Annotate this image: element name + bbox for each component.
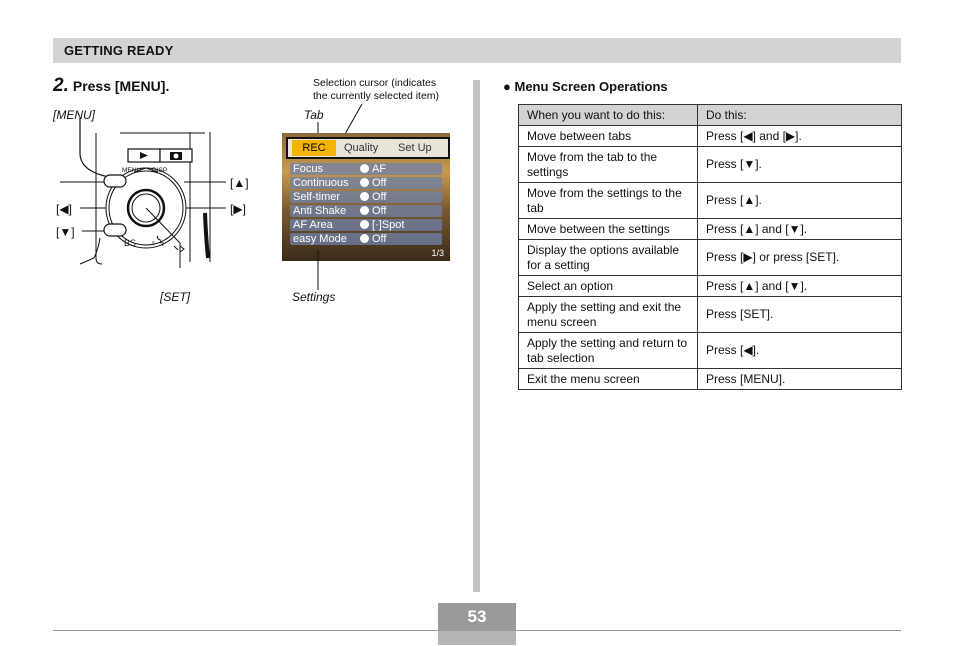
right-key-label: [▶] [230, 202, 246, 216]
step-heading [53, 75, 169, 97]
table-row: Select an option Press [▲] and [▼]. [519, 276, 902, 297]
step-text: Press [MENU]. [72, 78, 170, 94]
menu-item: Continuous Off [290, 177, 442, 189]
page-number: 53 [438, 603, 516, 631]
arrow-icon [360, 164, 369, 173]
page-number-stripe [438, 631, 516, 645]
up-key-label: [▲] [230, 176, 249, 190]
menu-item: Self-timer Off [290, 191, 442, 203]
cursor-note-line2: the currently selected item) [313, 90, 440, 102]
camera-disp-text: DISP [152, 167, 168, 174]
column-header-do: Do this: [698, 105, 902, 126]
settings-label: Settings [292, 290, 336, 304]
menu-item: Focus AF [290, 163, 442, 175]
down-key-label: [▼] [56, 225, 75, 239]
self-timer-flash-icon: ♀ ϟ [150, 238, 165, 248]
set-key-label: [SET] [160, 290, 191, 304]
left-key-label: [◀] [56, 202, 72, 216]
section-title: GETTING READY [64, 43, 174, 58]
settings-callout-line [310, 250, 330, 295]
bullet-icon: ● [503, 79, 511, 94]
arrow-icon [360, 178, 369, 187]
table-row: Apply the setting and return to tab selection Press [◀]. [519, 333, 902, 369]
menu-item: AF Area [·]Spot [290, 219, 442, 231]
arrow-icon [360, 234, 369, 243]
arrow-icon [360, 220, 369, 229]
menu-item: Anti Shake Off [290, 205, 442, 217]
operations-table [518, 104, 902, 390]
menu-key-label: [MENU] [53, 108, 95, 122]
table-row: Move from the tab to the settings Press [▼]. [519, 147, 902, 183]
table-row: Apply the setting and exit the menu screen Press [SET]. [519, 297, 902, 333]
tab-rec: REC [292, 140, 336, 156]
camera-bs-text: BS [124, 238, 137, 248]
section-header [53, 38, 901, 63]
cursor-note-line1: Selection cursor (indicates [313, 77, 437, 89]
step-number: 2. [53, 75, 69, 96]
tab-setup: Set Up [398, 142, 432, 154]
menu-screen-image [282, 133, 450, 261]
tab-quality: Quality [344, 142, 379, 154]
page-indicator: 1/3 [431, 248, 444, 258]
table-row: Move between tabs Press [◀] and [▶]. [519, 126, 902, 147]
table-row: Move between the settings Press [▲] and [▼]. [519, 219, 902, 240]
menu-item: easy Mode Off [290, 233, 442, 245]
table-row: Move from the settings to the tab Press [▲]. [519, 183, 902, 219]
table-header-row [519, 105, 902, 126]
camera-menu-text: MENU [122, 167, 142, 174]
column-divider [473, 80, 480, 592]
tab-label: Tab [304, 108, 324, 122]
operations-title-text: Menu Screen Operations [514, 79, 668, 94]
arrow-icon [360, 206, 369, 215]
menu-tab-bar [286, 137, 450, 159]
arrow-icon [360, 192, 369, 201]
table-row: Display the options available for a setting Press [▶] or press [SET]. [519, 240, 902, 276]
table-row: Exit the menu screen Press [MENU]. [519, 369, 902, 390]
column-header-when: When you want to do this: [519, 105, 698, 126]
operations-title [503, 79, 668, 94]
